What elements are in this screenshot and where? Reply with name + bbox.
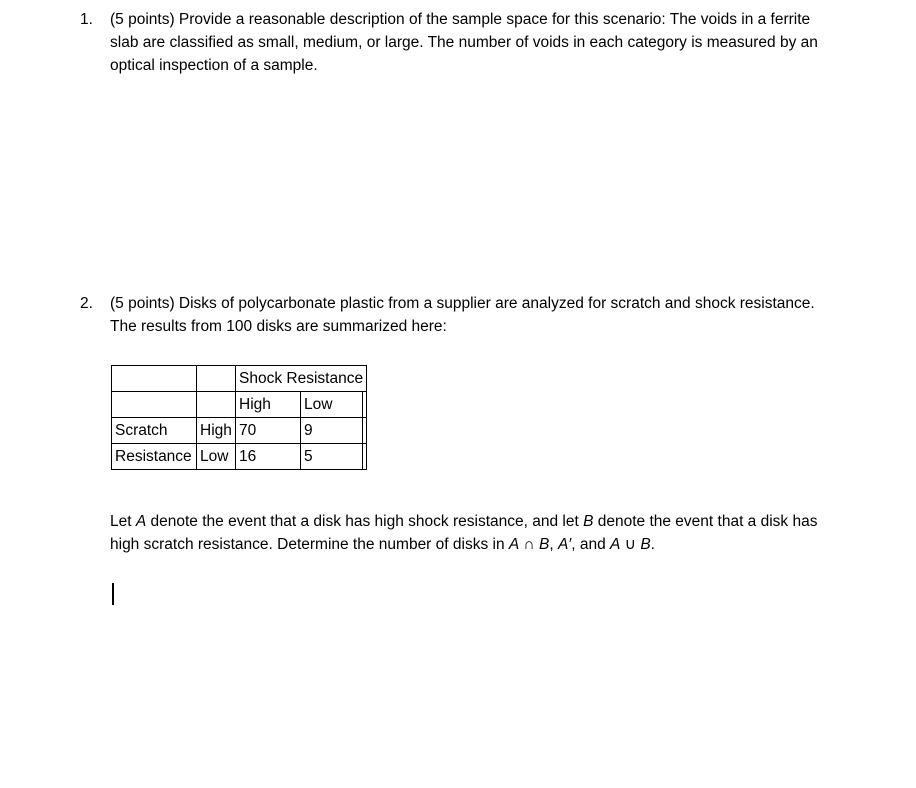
question-2-number: 2. [80, 295, 93, 312]
followup-text: . [650, 536, 655, 553]
followup-text: Let [110, 513, 136, 530]
event-a: A [610, 536, 621, 553]
followup-paragraph [110, 510, 830, 556]
followup-text: , [549, 536, 558, 553]
event-a-complement: A′ [557, 536, 572, 553]
table-row [112, 366, 367, 392]
column-header-low: Low [300, 392, 362, 418]
cell-low-high: 16 [236, 444, 301, 470]
event-a: A [135, 513, 147, 530]
text-cursor[interactable] [112, 583, 114, 605]
table-cell-empty [112, 392, 197, 418]
table-cell-edge [362, 444, 366, 470]
cell-high-low: 9 [300, 418, 362, 444]
event-a: A [508, 536, 520, 553]
followup-text: , and [571, 536, 610, 553]
cell-low-low: 5 [300, 444, 362, 470]
table-row [112, 418, 367, 444]
table-cell-empty [197, 366, 236, 392]
question-1-text: (5 points) Provide a reasonable description of the sample space for this scenario: The voids in a ferrite slab are classified as small, medium, or large. The number of voids in each category is measured by an optical inspection of a sample. [110, 11, 818, 74]
event-b: B [583, 513, 594, 530]
table-cell-edge [362, 392, 366, 418]
column-header-high: High [236, 392, 301, 418]
table-row [112, 444, 367, 470]
intersection-symbol: ∩ [519, 536, 539, 553]
question-2 [80, 292, 820, 338]
question-2-text: (5 points) Disks of polycarbonate plastic from a supplier are analyzed for scratch and shock resistance. The results from 100 disks are summarized here: [110, 295, 815, 335]
row-label-resistance: Resistance [112, 444, 197, 470]
resistance-table [111, 365, 367, 470]
table-row [112, 392, 367, 418]
event-b: B [539, 536, 550, 553]
cell-high-high: 70 [236, 418, 301, 444]
question-1 [80, 8, 820, 77]
event-b: B [640, 536, 651, 553]
row-level-low: Low [197, 444, 236, 470]
table-cell-empty [197, 392, 236, 418]
followup-text: denote the event that a disk has high scratch resistance. Determine the number of disks in [110, 513, 818, 553]
question-1-number: 1. [80, 11, 93, 28]
row-level-high: High [197, 418, 236, 444]
table-cell-empty [112, 366, 197, 392]
row-label-scratch: Scratch [112, 418, 197, 444]
shock-resistance-header: Shock Resistance [236, 366, 367, 392]
followup-text: denote the event that a disk has high shock resistance, and let [146, 513, 584, 530]
table-cell-edge [362, 418, 366, 444]
union-symbol: ∪ [620, 536, 641, 553]
